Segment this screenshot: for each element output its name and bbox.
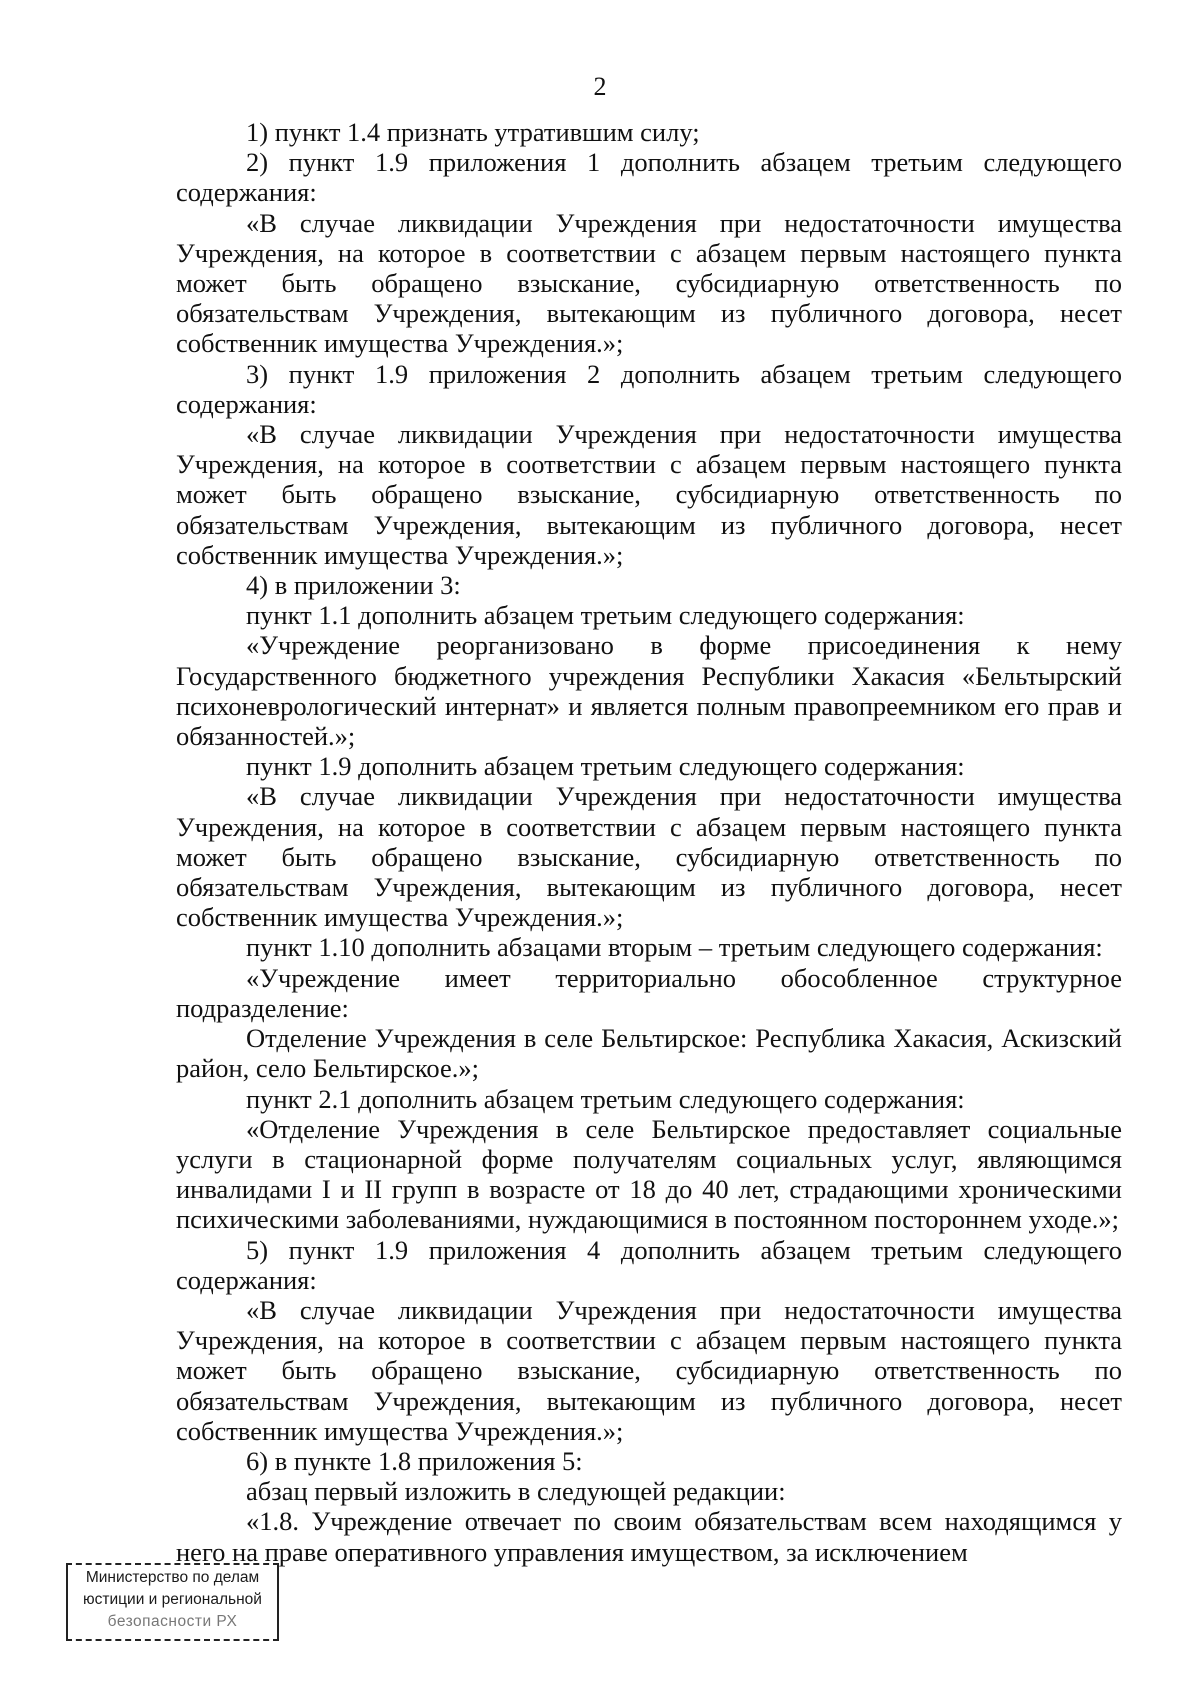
paragraph: 3) пункт 1.9 приложения 2 дополнить абзацем третьим следующего содержания: [176, 358, 1122, 419]
paragraph: «В случае ликвидации Учреждения при недостаточности имущества Учреждения, на которое в соответствии с абзацем первым настоящего пункта может быть обращено взыскание, субсидиарную ответственность по обязательствам Учреждения, вытекающим из публичного договора, несет собственник имущества Учреждения.»; [176, 1294, 1122, 1446]
paragraph: пункт 2.1 дополнить абзацем третьим следующего содержания: [246, 1083, 965, 1114]
paragraph: пункт 1.9 дополнить абзацем третьим следующего содержания: [246, 751, 965, 782]
stamp-line: юстиции и региональной [83, 1591, 262, 1608]
paragraph: «Отделение Учреждения в селе Бельтирское предоставляет социальные услуги в стационарной форме получателям социальных услуг, являющимся инвалидами I и II групп в возрасте от 18 до 40 лет, страдающими хроническими психическими заболеваниями, нуждающимися в постоянном постороннем уходе.»; [176, 1113, 1122, 1235]
paragraph: Отделение Учреждения в селе Бельтирское: Республика Хакасия, Аскизский район, село Бельтирское.»; [176, 1023, 1122, 1084]
paragraph: пункт 1.10 дополнить абзацами вторым – третьим следующего содержания: [246, 932, 1103, 963]
document-body [176, 117, 1122, 1567]
paragraph: 6) в пункте 1.8 приложения 5: [246, 1445, 583, 1476]
stamp-line: Министерство по делам [85, 1569, 260, 1586]
paragraph: 1) пункт 1.4 признать утратившим силу; [246, 117, 700, 147]
page-number: 2 [593, 72, 607, 101]
paragraph: «Учреждение имеет территориально обособленное структурное подразделение: [176, 962, 1122, 1023]
paragraph: «В случае ликвидации Учреждения при недостаточности имущества Учреждения, на которое в соответствии с абзацем первым настоящего пункта может быть обращено взыскание, субсидиарную ответственность по обязательствам Учреждения, вытекающим из публичного договора, несет собственник имущества Учреждения.»; [176, 419, 1122, 570]
paragraph: 2) пункт 1.9 приложения 1 дополнить абзацем третьим следующего содержания: [176, 147, 1122, 208]
paragraph: 5) пункт 1.9 приложения 4 дополнить абзацем третьим следующего содержания: [176, 1234, 1122, 1295]
ministry-stamp [66, 1563, 279, 1641]
paragraph: пункт 1.1 дополнить абзацем третьим следующего содержания: [246, 600, 965, 631]
paragraph: 4) в приложении 3: [246, 570, 461, 601]
paragraph: «В случае ликвидации Учреждения при недостаточности имущества Учреждения, на которое в соответствии с абзацем первым настоящего пункта может быть обращено взыскание, субсидиарную ответственность по обязательствам Учреждения, вытекающим из публичного договора, несет собственник имущества Учреждения.»; [176, 207, 1122, 359]
paragraph: абзац первый изложить в следующей редакции: [246, 1476, 786, 1507]
paragraph: «Учреждение реорганизовано в форме присоединения к нему Государственного бюджетного учреждения Республики Хакасия «Бельтырский психоневрологический интернат» и является полным правопреемником его прав и обязанностей.»; [176, 630, 1122, 752]
paragraph: «В случае ликвидации Учреждения при недостаточности имущества Учреждения, на которое в соответствии с абзацем первым настоящего пункта может быть обращено взыскание, субсидиарную ответственность по обязательствам Учреждения, вытекающим из публичного договора, несет собственник имущества Учреждения.»; [176, 781, 1122, 933]
stamp-line: безопасности РХ [107, 1613, 238, 1630]
paragraph: «1.8. Учреждение отвечает по своим обязательствам всем находящимся у него на праве оперативного управления имуществом, за исключением [176, 1506, 1122, 1567]
